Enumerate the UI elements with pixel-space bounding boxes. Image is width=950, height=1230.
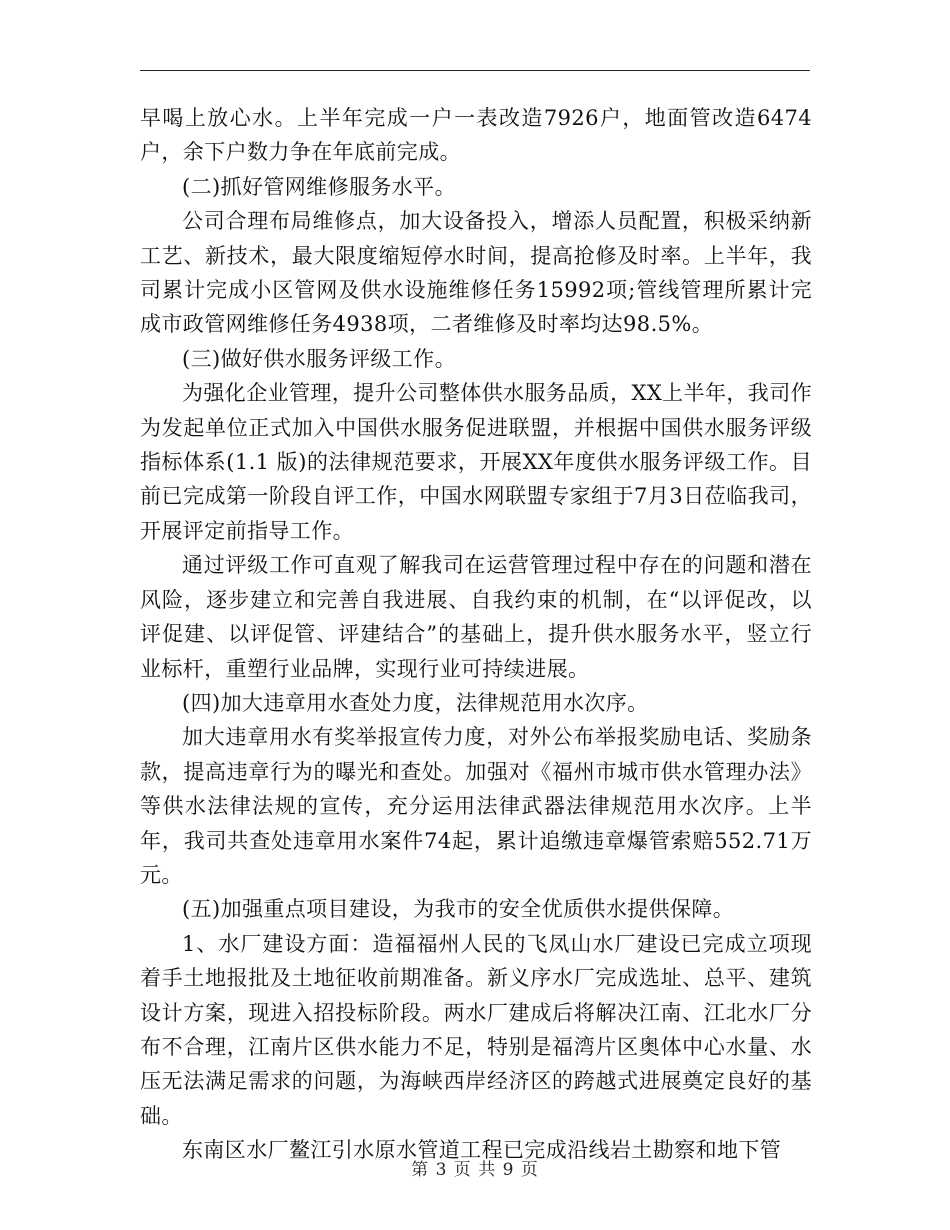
paragraph: 东南区水厂鳌江引水原水管道工程已完成沿线岩土勘察和地下管 xyxy=(182,1138,782,1163)
paragraph: 为强化企业管理，提升公司整体供水服务品质，XX上半年，我司作为发起单位正式加入中国供水服务促进联盟，并根据中国供水服务评级指标体系(1.1 版)的法律规范要求，开展XX年度供水服务评级工作。目前已完成第一阶段自评工作，中国水网联盟专家组于7月3日莅临我司，开展评定前指导工作。 xyxy=(140,381,812,543)
paragraph: 加大违章用水有奖举报宣传力度，对外公布举报奖励电话、奖励条款，提高违章行为的曝光和查处。加强对《福州市城市供水管理办法》等供水法律法规的宣传，充分运用法律武器法律规范用水次序。上半年，我司共查处违章用水案件74起，累计追缴违章爆管索赔552.71万元。 xyxy=(140,725,812,887)
paragraph: 公司合理布局维修点，加大设备投入，增添人员配置，积极采纳新工艺、新技术，最大限度缩短停水时间，提高抢修及时率。上半年，我司累计完成小区管网及供水设施维修任务15992项;管线管理所累计完成市政管网维修任务4938项，二者维修及时率均达98.5%。 xyxy=(140,209,812,337)
section-heading: (三)做好供水服务评级工作。 xyxy=(182,346,456,371)
paragraph: 通过评级工作可直观了解我司在运营管理过程中存在的问题和潜在风险，逐步建立和完善自我进展、自我约束的机制，在“以评促改，以评促建、以评促管、评建结合”的基础上，提升供水服务水平，竖立行业标杆，重塑行业品牌，实现行业可持续进展。 xyxy=(140,553,812,681)
paragraph: 1、水厂建设方面：造福福州人民的飞凤山水厂建设已完成立项现着手土地报批及土地征收前期准备。新义序水厂完成选址、总平、建筑设计方案，现进入招投标阶段。两水厂建成后将解决江南、江北水厂分布不合理，江南片区供水能力不足，特别是福湾片区奥体中心水量、水压无法满足需求的问题，为海峡西岸经济区的跨越式进展奠定良好的基础。 xyxy=(140,931,812,1128)
header-rule xyxy=(140,70,810,71)
section-heading: (五)加强重点项目建设，为我市的安全优质供水提供保障。 xyxy=(182,897,735,922)
section-heading: (四)加大违章用水查处力度，法律规范用水次序。 xyxy=(182,690,649,715)
paragraph: 早喝上放心水。上半年完成一户一表改造7926户，地面管改造6474户，余下户数力争在年底前完成。 xyxy=(140,106,812,165)
section-heading: (二)抓好管网维修服务水平。 xyxy=(182,174,456,199)
document-body xyxy=(140,101,812,1168)
page-number-footer: 第 3 页 共 9 页 xyxy=(411,1160,539,1180)
